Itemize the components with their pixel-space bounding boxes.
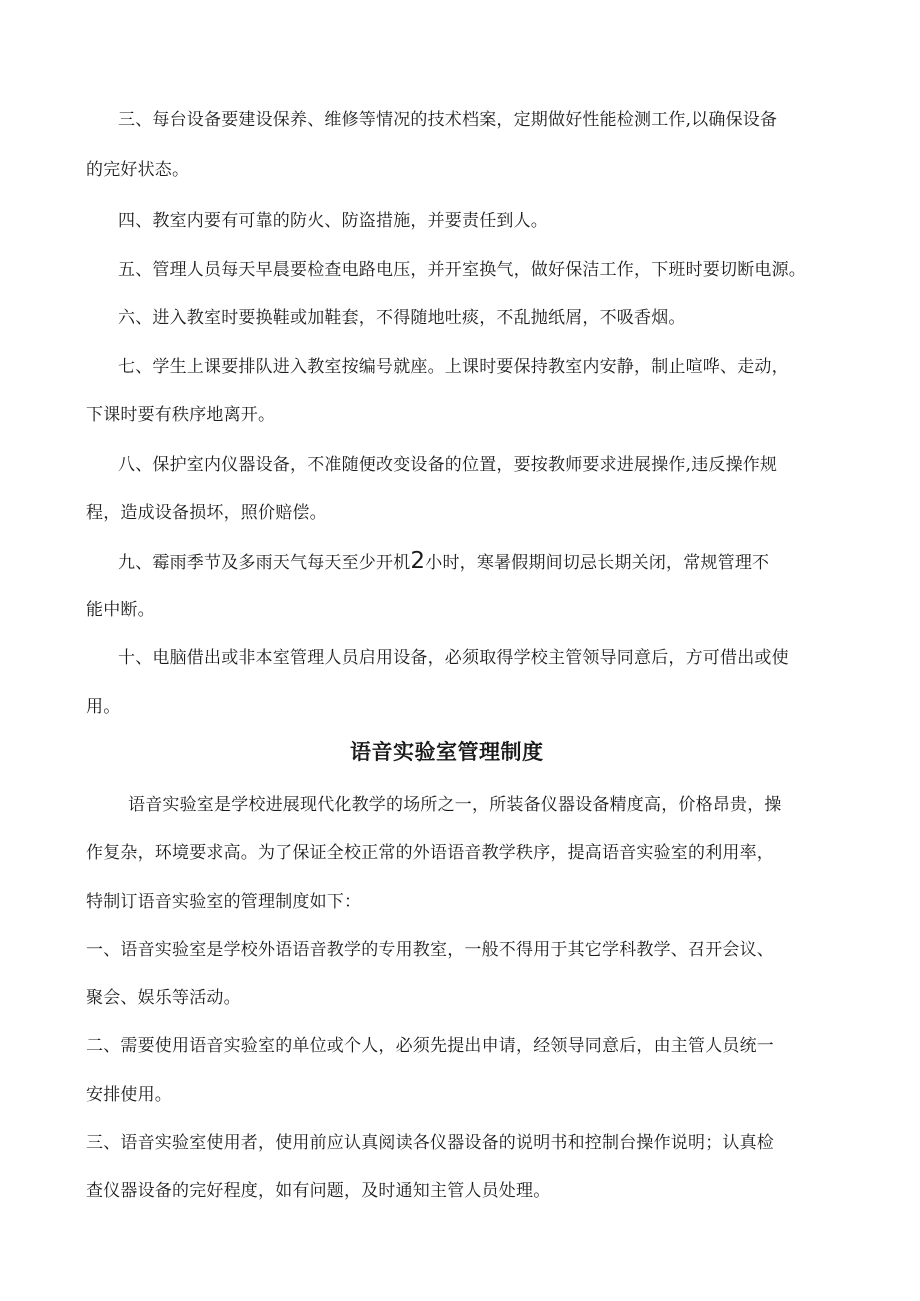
item-6: 六、进入教室时要换鞋或加鞋套，不得随地吐痰，不乱抛纸屑，不吸香烟。	[118, 308, 686, 328]
intro-line-3: 特制订语音实验室的管理制度如下：	[86, 892, 362, 912]
rule-2-line-2: 安排使用。	[86, 1085, 172, 1105]
section-title: 语音实验室管理制度	[350, 739, 544, 764]
item-4: 四、教室内要有可靠的防火、防盗措施，并要责任到人。	[118, 211, 548, 231]
item-9-line-1-pre: 九、霉雨季节及多雨天气每天至少开机	[118, 553, 411, 573]
item-7-line-2: 下课时要有秩序地离开。	[86, 405, 276, 425]
item-9-line-2: 能中断。	[86, 600, 155, 620]
item-8-line-2: 程，造成设备损坏，照价赔偿。	[86, 503, 327, 523]
item-9-hours-number: 2	[410, 548, 426, 574]
rule-2-line-1: 二、需要使用语音实验室的单位或个人，必须先提出申请，经领导同意后，由主管人员统一	[86, 1036, 774, 1056]
item-9-line-1-post: 小时，寒暑假期间切忌长期关闭，常规管理不	[425, 553, 770, 573]
rule-3-line-2: 查仪器设备的完好程度，如有问题，及时通知主管人员处理。	[86, 1181, 551, 1201]
item-3-line-2: 的完好状态。	[86, 160, 190, 180]
item-7-line-1: 七、学生上课要排队进入教室按编号就座。上课时要保持教室内安静，制止喧哗、走动，	[118, 357, 789, 377]
rule-1-line-2: 聚会、娱乐等活动。	[86, 988, 241, 1008]
item-9-line-1	[118, 548, 770, 574]
item-8-line-1: 八、保护室内仪器设备，不准随便改变设备的位置，要按教师要求进展操作,违反操作规	[118, 455, 778, 475]
rule-1-line-1: 一、语音实验室是学校外语语音教学的专用教室，一般不得用于其它学科教学、召开会议、	[86, 940, 774, 960]
rule-3-line-1: 三、语音实验室使用者，使用前应认真阅读各仪器设备的说明书和控制台操作说明；认真检	[86, 1133, 774, 1153]
item-3-line-1: 三、每台设备要建设保养、维修等情况的技术档案，定期做好性能检测工作,以确保设备	[118, 110, 778, 130]
item-5: 五、管理人员每天早晨要检查电路电压，并开室换气，做好保洁工作，下班时要切断电源。	[118, 260, 806, 280]
intro-line-2: 作复杂，环境要求高。为了保证全校正常的外语语音教学秩序，提高语音实验室的利用率，	[86, 843, 774, 863]
intro-line-1: 语音实验室是学校进展现代化教学的场所之一，所装备仪器设备精度高，价格昂贵，操	[128, 795, 782, 815]
item-10-line-1: 十、电脑借出或非本室管理人员启用设备，必须取得学校主管领导同意后，方可借出或使	[118, 648, 789, 668]
item-10-line-2: 用。	[86, 697, 121, 717]
